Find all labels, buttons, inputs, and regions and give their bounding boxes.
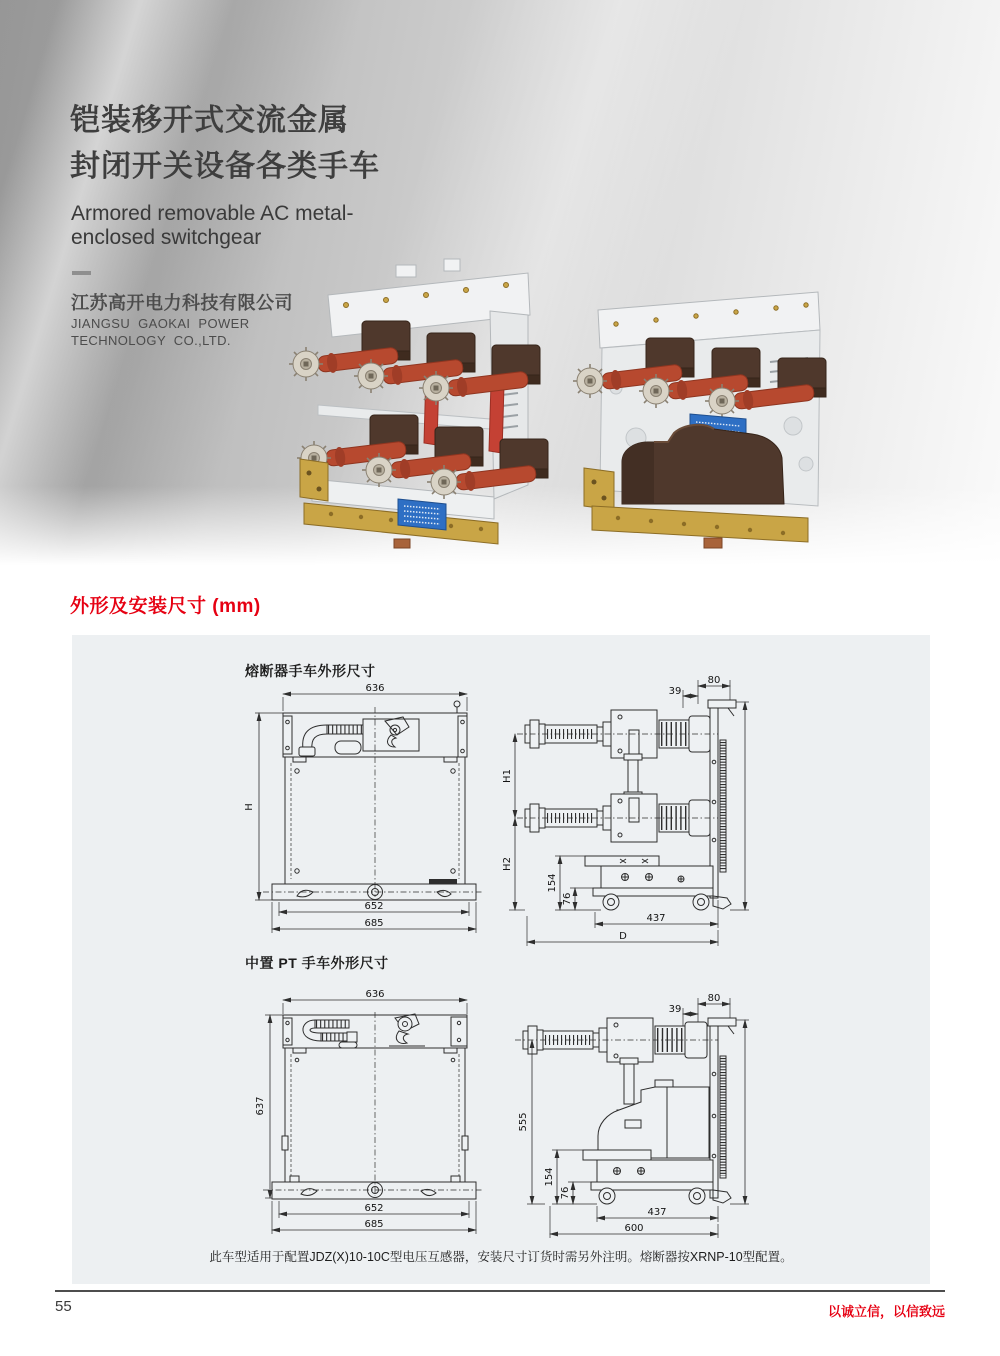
- fuse-truck-side-view-drawing: [502, 670, 755, 952]
- hero-section: [0, 0, 1000, 565]
- page-number: 55: [55, 1298, 72, 1315]
- product-photo-fuse-truck: [276, 253, 568, 561]
- dim-label-H2: H2: [502, 857, 513, 871]
- dim-label-80: 80: [707, 993, 721, 1004]
- pt-truck-side-view-drawing: [505, 990, 755, 1242]
- dim-label-39: 39: [668, 1004, 682, 1015]
- pt-truck-front-view-drawing: [235, 990, 485, 1240]
- footer-slogan: 以诚立信，以信致远: [827, 1304, 945, 1319]
- page-title-en-line2: enclosed switchgear: [71, 226, 262, 249]
- pt-truck-drawing-title: 中置 PT 手车外形尺寸: [245, 955, 389, 971]
- company-name-en-line1: JIANGSU GAOKAI POWER: [71, 316, 250, 331]
- page-title-zh-line2: 封闭开关设备各类手车: [70, 150, 380, 183]
- company-name-en: [71, 315, 250, 349]
- dim-label-D: D: [619, 931, 627, 942]
- dim-label-76: 76: [562, 892, 573, 906]
- footer-rule: [55, 1290, 945, 1292]
- dim-label-636: 636: [365, 683, 385, 694]
- dim-label-H: H: [244, 803, 255, 811]
- dim-label-154: 154: [544, 1167, 555, 1187]
- divider-dash: [72, 271, 91, 275]
- dim-label-636: 636: [365, 989, 385, 1000]
- dim-label-600: 600: [624, 1223, 644, 1234]
- product-photo-pt-truck: [556, 266, 858, 558]
- dim-label-437: 437: [647, 1207, 667, 1218]
- dim-label-80: 80: [707, 675, 721, 686]
- dim-label-437: 437: [646, 913, 666, 924]
- fuse-truck-front-view-drawing: [235, 683, 485, 935]
- drawings-note: 此车型适用于配置JDZ(X)10-10C型电压互感器，安装尺寸订货时需另外注明。熔断器按XRNP-10型配置。: [209, 1250, 793, 1264]
- drawings-panel: [72, 635, 930, 1284]
- dim-label-39: 39: [668, 686, 682, 697]
- dim-label-637: 637: [255, 1096, 266, 1116]
- company-name-zh: 江苏高开电力科技有限公司: [71, 293, 293, 313]
- section-title: 外形及安装尺寸 (mm): [70, 596, 261, 617]
- dim-label-H1: H1: [502, 769, 513, 783]
- page-title-en: [71, 202, 353, 250]
- dim-label-555: 555: [518, 1112, 529, 1132]
- dim-label-154: 154: [547, 873, 558, 893]
- dim-label-652: 652: [364, 901, 384, 912]
- dim-label-685: 685: [364, 918, 384, 929]
- fuse-truck-drawing-title: 熔断器手车外形尺寸: [245, 663, 376, 679]
- page-title-zh: [70, 98, 380, 190]
- dim-label-652: 652: [364, 1203, 384, 1214]
- page-title-zh-line1: 铠装移开式交流金属: [70, 104, 349, 137]
- dim-label-76: 76: [560, 1186, 571, 1200]
- company-name-en-line2: TECHNOLOGY CO.,LTD.: [71, 333, 231, 348]
- page-title-en-line1: Armored removable AC metal-: [71, 202, 354, 225]
- dim-label-685: 685: [364, 1219, 384, 1230]
